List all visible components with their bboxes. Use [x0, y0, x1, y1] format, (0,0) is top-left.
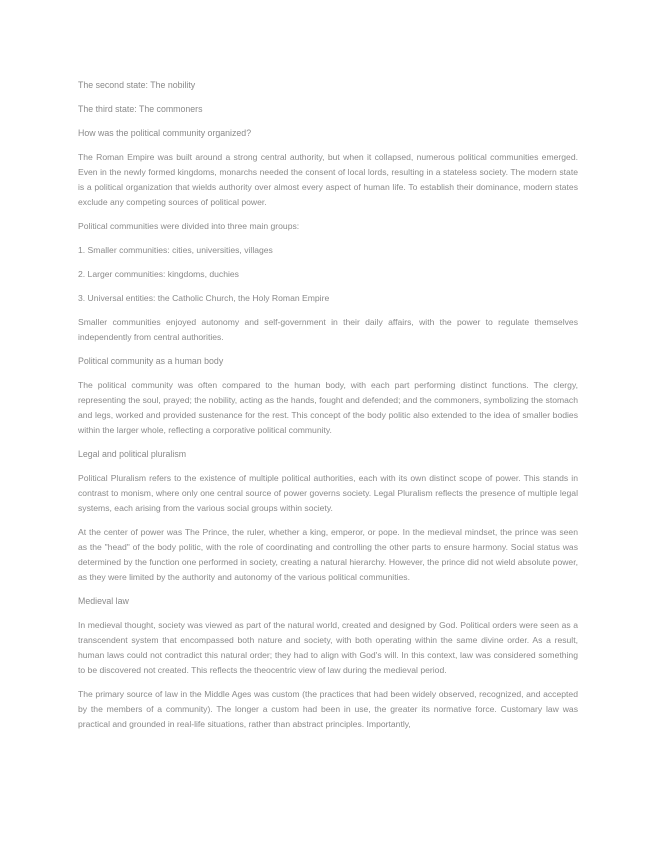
list-item: 2. Larger communities: kingdoms, duchies	[78, 269, 239, 279]
paragraph: The Roman Empire was built around a strong central authority, but when it collapsed, numerous political communities emerged. Even in the newly formed kingdoms, monarchs needed the consent of local lords, resulting in a stateless society. The modern state is a political organization that wields authority over almost every aspect of human life. To establish their dominance, modern states exclude any competing sources of political power.	[78, 152, 578, 207]
paragraph: The political community was often compared to the human body, with each part performing distinct functions. The clergy, representing the soul, prayed; the nobility, acting as the hands, fought and defended; and the commoners, symbolizing the stomach and legs, worked and provided sustenance for the rest. This concept of the body politic also extended to the idea of smaller bodies within the larger whole, reflecting a corporative political community.	[78, 380, 578, 435]
list-item: 3. Universal entities: the Catholic Church, the Holy Roman Empire	[78, 293, 330, 303]
list-item: 1. Smaller communities: cities, universities, villages	[78, 245, 273, 255]
heading-third-state: The third state: The commoners	[78, 104, 203, 114]
paragraph: Political Pluralism refers to the existence of multiple political authorities, each with its own distinct scope of power. This stands in contrast to monism, where only one central source of power governs society. Legal Pluralism reflects the presence of multiple legal systems, each arising from the various social groups within society.	[78, 473, 578, 513]
paragraph: Political communities were divided into three main groups:	[78, 221, 300, 231]
heading-political-community: How was the political community organized?	[78, 128, 252, 138]
heading-human-body: Political community as a human body	[78, 356, 224, 366]
heading-pluralism: Legal and political pluralism	[78, 449, 187, 459]
paragraph: The primary source of law in the Middle Ages was custom (the practices that had been widely observed, recognized, and accepted by the members of a community). The longer a custom had been in use, the greater its normative force. Customary law was practical and grounded in real-life situations, rather than abstract principles. Importantly,	[78, 689, 578, 729]
paragraph: At the center of power was The Prince, the ruler, whether a king, emperor, or pope. In the medieval mindset, the prince was seen as the "head" of the body politic, with the role of coordinating and controlling the other parts to ensure harmony. Social status was determined by the function one performed in society, creating a natural hierarchy. However, the prince did not wield absolute power, as they were limited by the authority and autonomy of the various political communities.	[78, 527, 578, 582]
paragraph: In medieval thought, society was viewed as part of the natural world, created and designed by God. Political orders were seen as a transcendent system that encompassed both nature and society, with both operating within the same divine order. As a result, human laws could not contradict this natural order; they had to align with God's will. In this context, law was considered something to be discovered not created. This reflects the theocentric view of law during the medieval period.	[78, 620, 578, 675]
heading-second-state: The second state: The nobility	[78, 80, 196, 90]
heading-medieval-law: Medieval law	[78, 596, 129, 606]
document-page	[78, 78, 578, 741]
paragraph: Smaller communities enjoyed autonomy and self-government in their daily affairs, with the power to regulate themselves independently from central authorities.	[78, 317, 578, 342]
